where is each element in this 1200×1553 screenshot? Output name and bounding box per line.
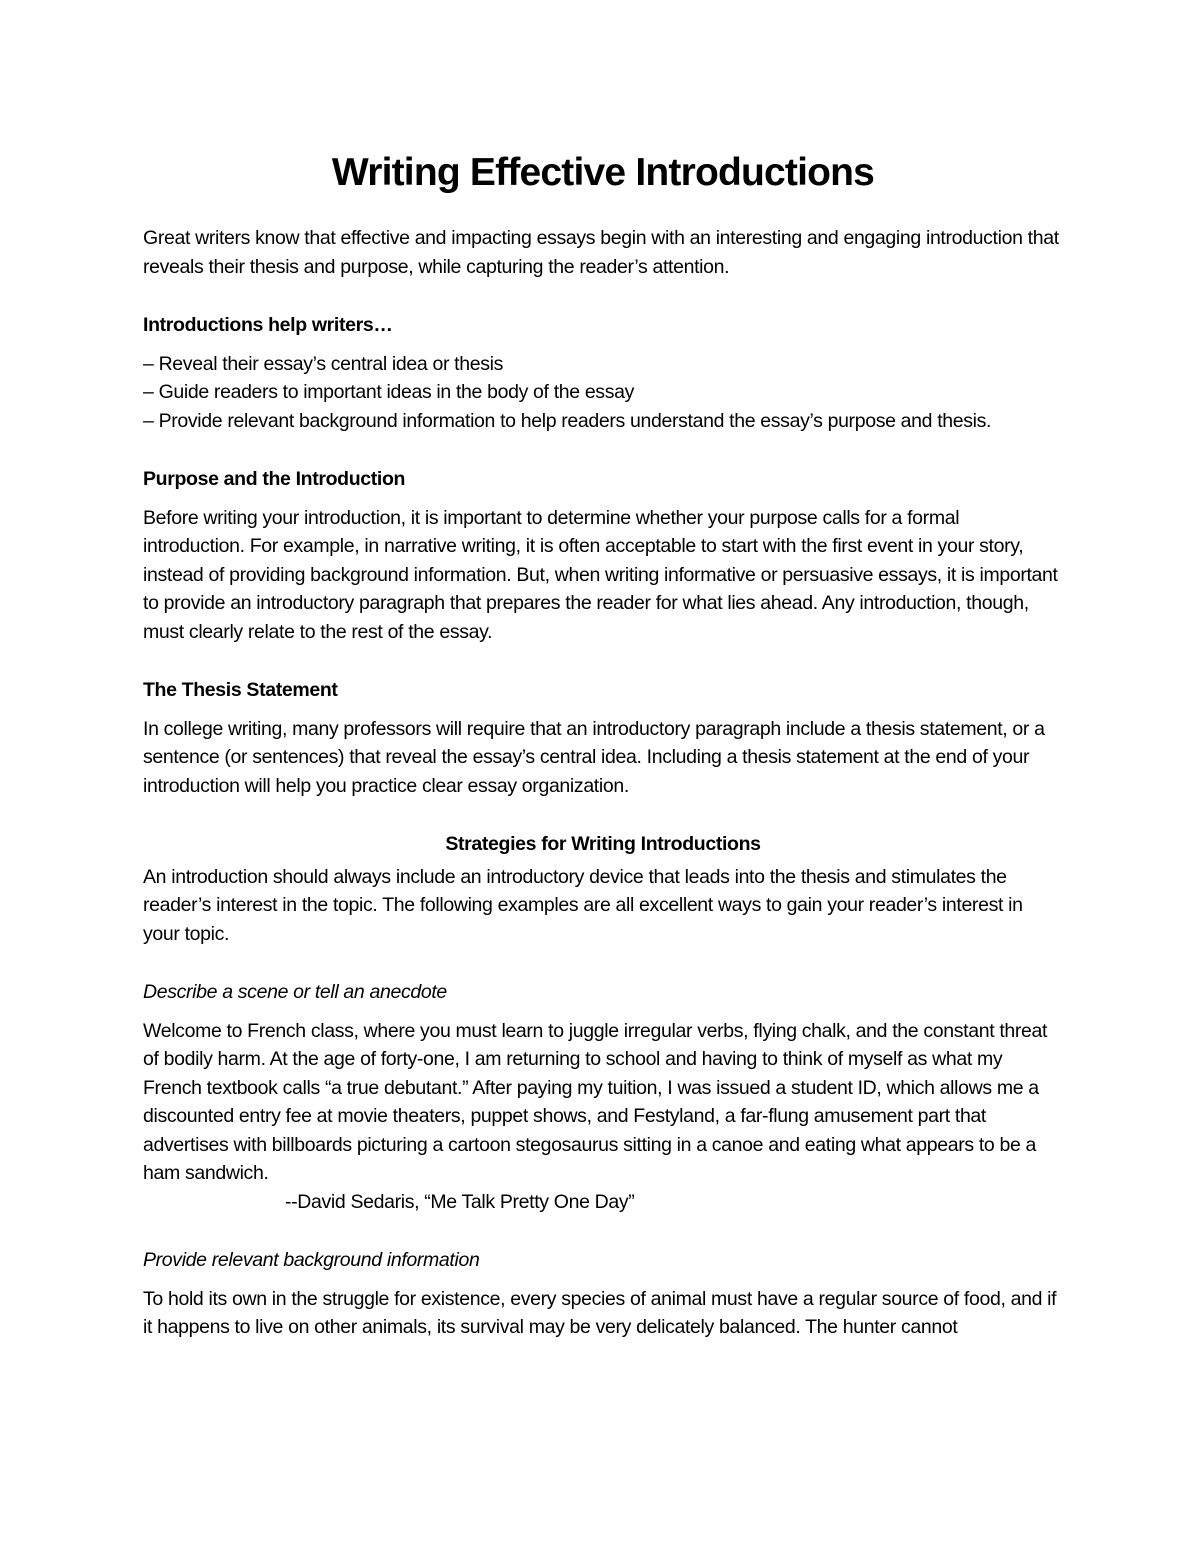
intro-paragraph: Great writers know that effective and impacting essays begin with an interesting and engaging introduction that reveals their thesis and purpose, while capturing the reader’s attention. (143, 227, 1059, 278)
anecdote-heading: Describe a scene or tell an anecdote (143, 981, 447, 1003)
background-section (143, 1246, 1063, 1342)
thesis-paragraph: In college writing, many professors will require that an introductory paragraph include a thesis statement, or a sentence (or sentences) that reveal the essay’s central idea. Including a thesis statement at the end of your introduction will help you practice clear essay organization. (143, 717, 1045, 797)
list-item: – Reveal their essay’s central idea or thesis (143, 350, 1063, 379)
strategies-heading: Strategies for Writing Introductions (445, 833, 761, 855)
strategies-section (143, 830, 1063, 948)
purpose-paragraph: Before writing your introduction, it is important to determine whether your purpose calls for a formal introduction. For example, in narrative writing, it is often acceptable to start with the first event in your story, instead of providing background information. But, when writing informative or persuasive essays, it is important to provide an introductory paragraph that prepares the reader for what lies ahead. Any introduction, though, must clearly relate to the rest of the essay. (143, 506, 1058, 643)
purpose-heading: Purpose and the Introduction (143, 468, 406, 490)
strategies-paragraph: An introduction should always include an introductory device that leads into the thesis and stimulates the reader’s interest in the topic. The following examples are all excellent ways to gain your reader’s interest in your topic. (143, 865, 1023, 945)
list-item: – Guide readers to important ideas in the body of the essay (143, 378, 1063, 407)
thesis-heading: The Thesis Statement (143, 679, 338, 701)
thesis-section (143, 676, 1063, 800)
background-paragraph: To hold its own in the struggle for existence, every species of animal must have a regular source of food, and if it happens to live on other animals, its survival may be very delicately balanced. The hunter cannot (143, 1287, 1057, 1338)
background-heading: Provide relevant background information (143, 1249, 480, 1271)
anecdote-paragraph: Welcome to French class, where you must learn to juggle irregular verbs, flying chalk, and the constant threat of bodily harm. At the age of forty-one, I am returning to school and having to think of myself as what my French textbook calls “a true debutant.” After paying my tuition, I was issued a student ID, which allows me a discounted entry fee at movie theaters, puppet shows, and Festyland, a far-flung amusement part that advertises with billboards picturing a cartoon stegosaurus sitting in a canoe and eating what appears to be a ham sandwich. (143, 1019, 1048, 1184)
purpose-section (143, 465, 1063, 646)
help-list (143, 350, 1063, 436)
document-page (143, 148, 1063, 1342)
help-section (143, 311, 1063, 435)
list-item: – Provide relevant background information to help readers understand the essay’s purpose and thesis. (143, 407, 1063, 436)
anecdote-attribution: --David Sedaris, “Me Talk Pretty One Day” (285, 1190, 635, 1213)
anecdote-section (143, 978, 1063, 1216)
page-title: Writing Effective Introductions (331, 151, 875, 194)
help-heading: Introductions help writers… (143, 314, 393, 336)
